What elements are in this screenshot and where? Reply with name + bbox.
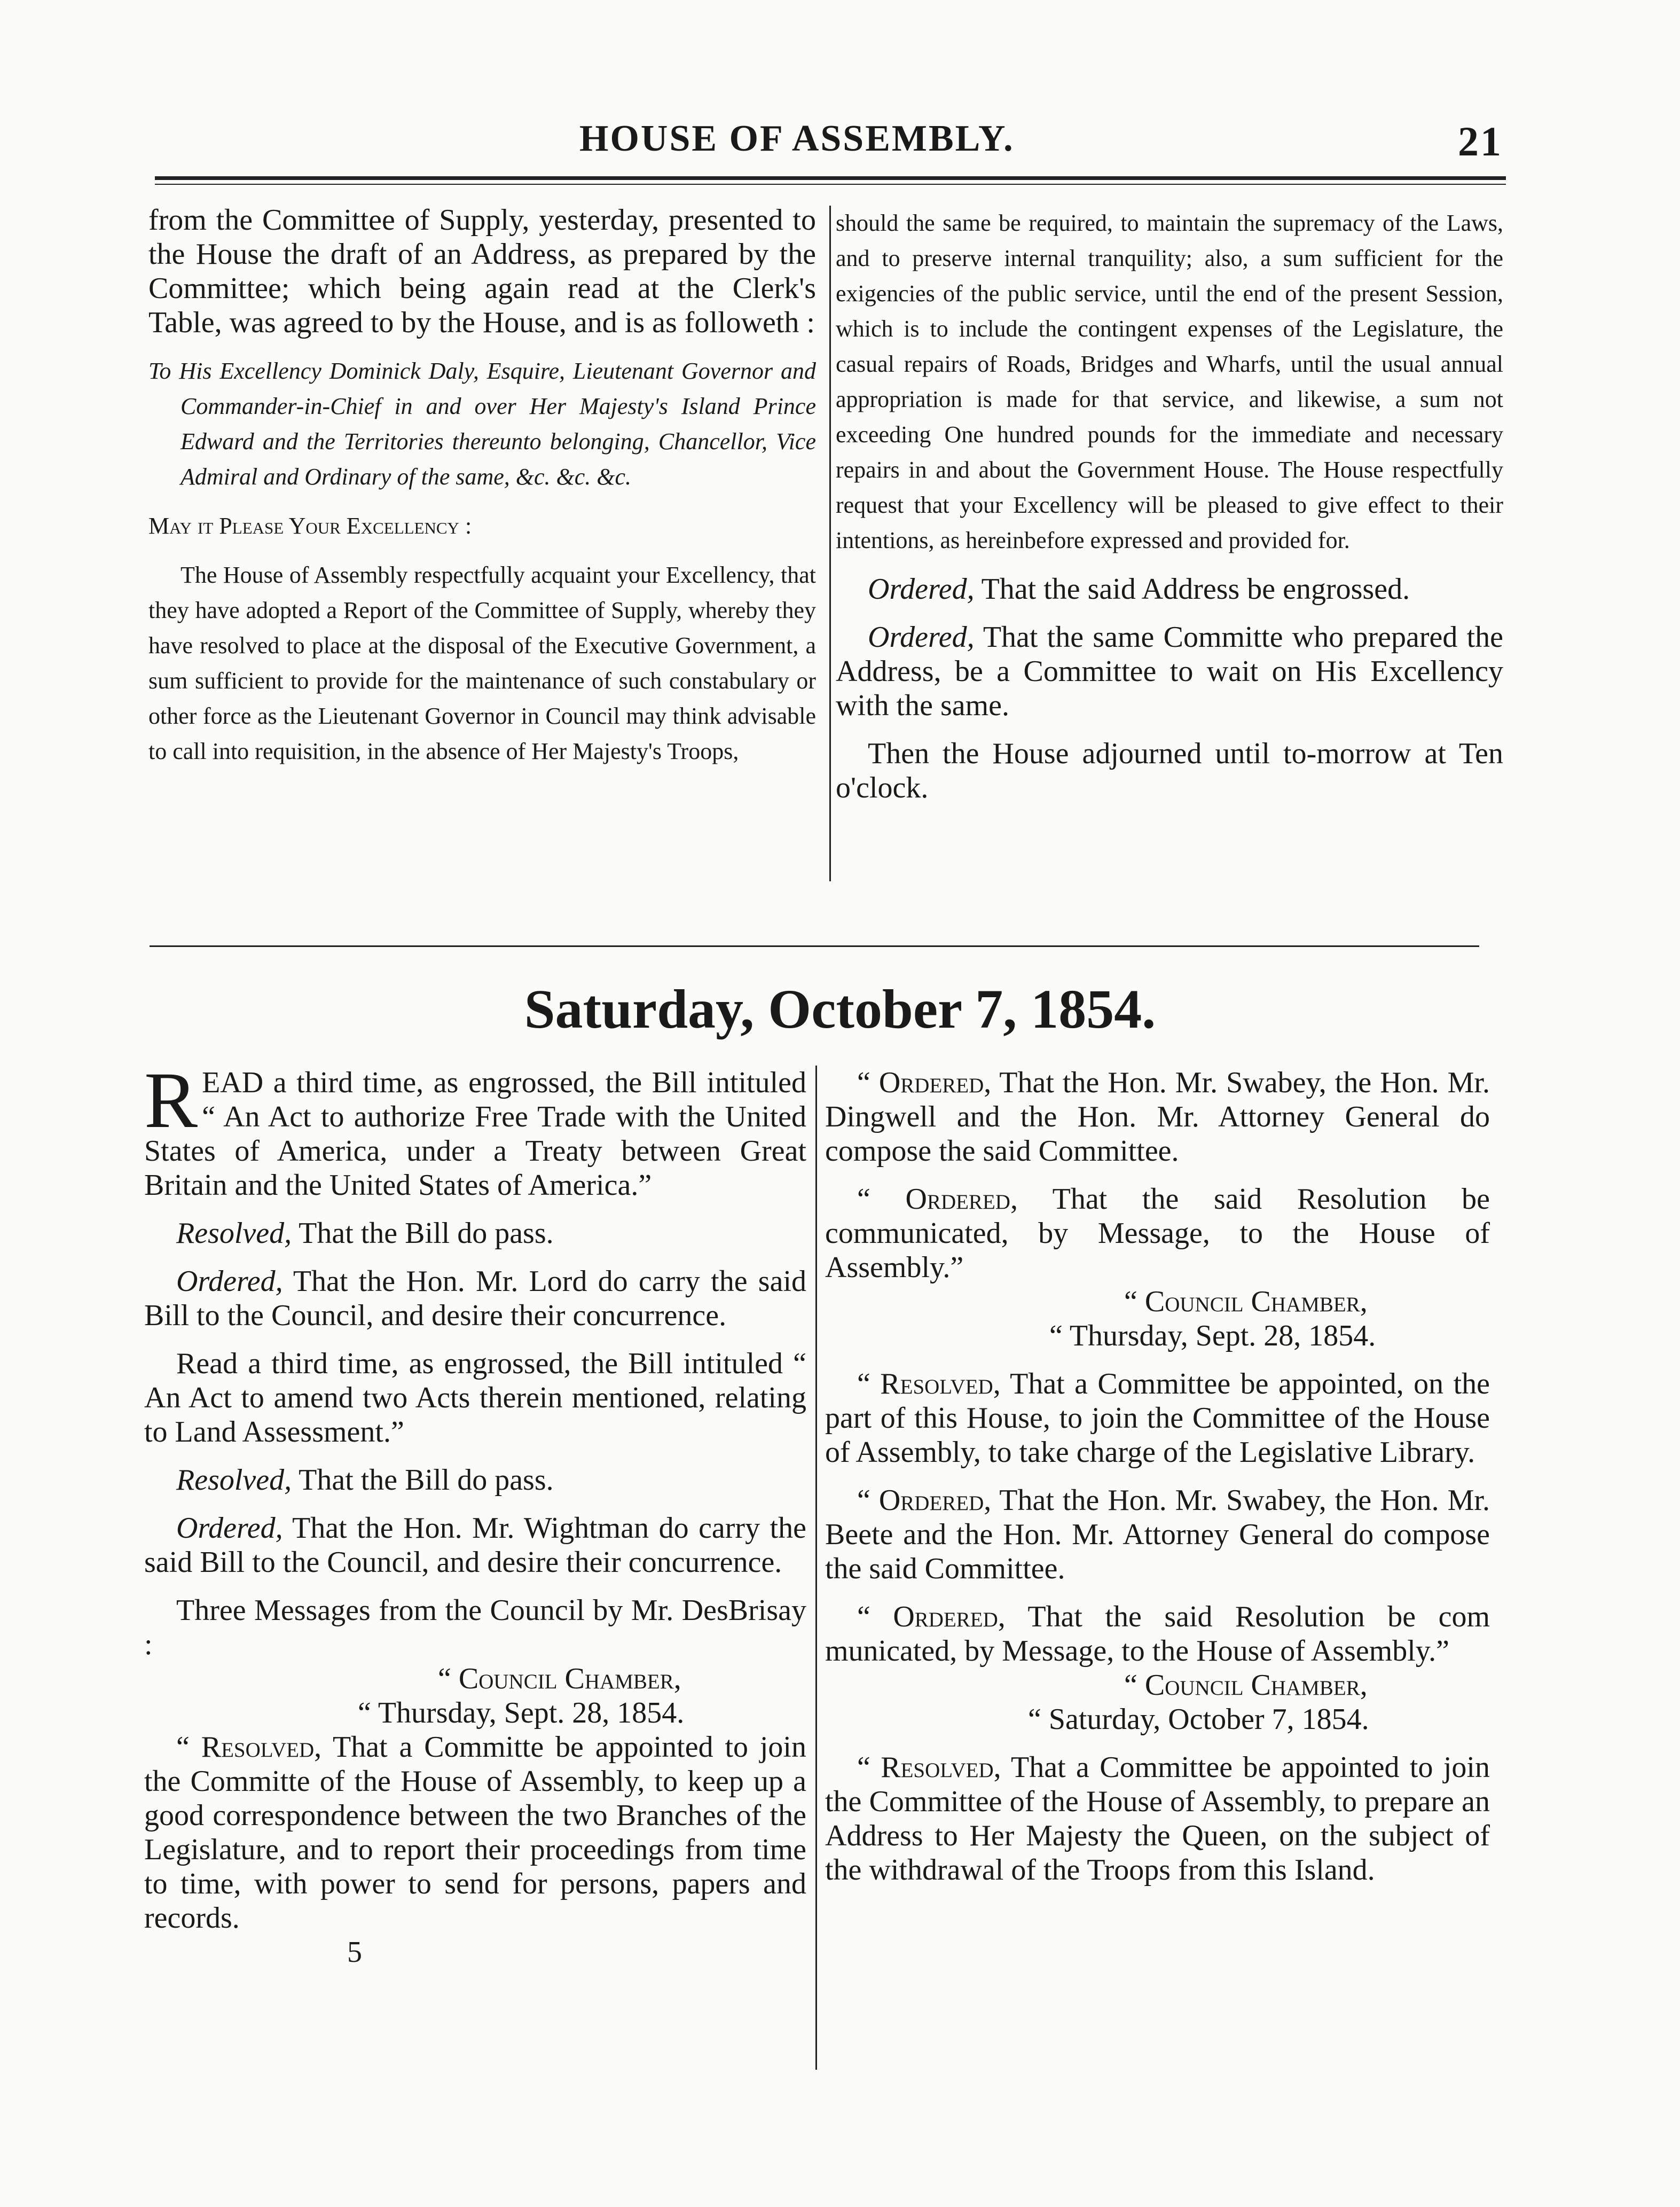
date-line: “ Thursday, Sept. 28, 1854. <box>1049 1319 1376 1352</box>
paragraph-text: That the Hon. Mr. Swabey, the Hon. Mr. Beete and the Hon. Mr. Attorney General do compose the said Committee. <box>825 1484 1490 1585</box>
paragraph <box>825 1750 1490 1887</box>
paragraph-text: EAD a third time, as engrossed, the Bill intituled “ An Act to authorize Free Trade with the United States of America, under a Treaty between Great Britain and the United States of America.” <box>144 1066 806 1202</box>
top-right-column <box>836 206 1503 805</box>
salutation: May it Please Your Excellency : <box>148 513 472 539</box>
section-rule <box>150 945 1479 947</box>
paragraph <box>144 1216 806 1250</box>
top-left-column <box>148 203 816 769</box>
paragraph-text: That the said Resolution be communicated, by Message, to the House of Assembly.” <box>825 1183 1490 1284</box>
paragraph-text: That a Committee be appointed to join the Committee of the House of Assembly, to prepare an Address to Her Majesty the Queen, on the subject of the withdrawal of the Troops from this Island. <box>825 1751 1490 1887</box>
dateline: Saturday, October 7, 1854. <box>524 979 1156 1040</box>
paragraph <box>825 1483 1490 1586</box>
paragraph-text: That a Committe be appointed to join the Committe of the House of Assembly, to keep up a good correspondence between the two Branches of the Legislature, and to report their proceedings from time to time, with power to send for persons, papers and records. <box>144 1731 806 1935</box>
column-divider-bottom <box>815 1066 817 2070</box>
header-rule-thick <box>155 176 1506 180</box>
paragraph <box>144 1730 806 1935</box>
lead: Ordered, <box>176 1512 283 1545</box>
paragraph-text: That the Hon. Mr. Wightman do carry the said Bill to the Council, and desire their concurrence. <box>144 1512 806 1579</box>
lead: Ordered, <box>176 1265 283 1298</box>
paragraph-text: That the Hon. Mr. Lord do carry the said Bill to the Council, and desire their concurrence. <box>144 1265 807 1332</box>
lead: “ Resolved, <box>857 1367 1001 1400</box>
chamber-line: “ Council Chamber, <box>1124 1285 1368 1318</box>
lead: Resolved, <box>176 1217 292 1250</box>
lead: “ Resolved, <box>857 1751 1001 1784</box>
date-line: “ Thursday, Sept. 28, 1854. <box>358 1696 685 1729</box>
paragraph: should the same be required, to maintain the supremacy of the Laws, and to preserve internal tranquility; also, a sum sufficient for the exigencies of the public service, until the end of the present Session, which is to include the contingent expenses of the Legislature, the casual repairs of Roads, Bridges and Wharfs, until the usual annual appropriation is made for that service, and likewise, a sum not exceeding One hundred pounds for the immediate and necessary repairs in and about the Government House. The House respectfully request that your Excellency will be pleased to give effect to their intentions, as hereinbefore expressed and provided for. <box>836 210 1503 553</box>
chamber-line: “ Council Chamber, <box>438 1662 681 1695</box>
paragraph: from the Committee of Supply, yesterday, presented to the House the draft of an Address, as prepared by the Committee; which being again read at the Clerk's Table, was agreed to by the House, and is as followeth : <box>148 204 816 339</box>
paragraph <box>836 572 1503 606</box>
paragraph-text: That the Hon. Mr. Swabey, the Hon. Mr. Dingwell and the Hon. Mr. Attorney General do compose the said Committee. <box>825 1066 1490 1168</box>
running-title: HOUSE OF ASSEMBLY. <box>579 118 1015 159</box>
bottom-left-column <box>144 1056 807 1969</box>
lead: “ Ordered, <box>857 1183 1018 1216</box>
paragraph <box>825 1066 1490 1168</box>
paragraph-text: That the said Resolution be com municated, by Message, to the House of Assembly.” <box>825 1600 1490 1668</box>
column-divider-top <box>829 206 831 881</box>
paragraph <box>825 1367 1490 1469</box>
paragraph-text: That the Bill do pass. <box>299 1463 554 1497</box>
paragraph <box>144 1264 806 1333</box>
paragraph: Read a third time, as engrossed, the Bill intituled “ An Act to amend two Acts therein mentioned, relating to Land Assessment.” <box>144 1347 806 1449</box>
paragraph: The House of Assembly respectfully acquaint your Excellency, that they have adopted a Report of the Committee of Supply, whereby they have resolved to place at the disposal of the Executive Government, a sum sufficient to provide for the maintenance of such constabulary or other force as the Lieutenant Governor in Council may think advisable to call into requisition, in the absence of Her Majesty's Troops, <box>148 562 816 764</box>
paragraph <box>144 1463 806 1497</box>
lead: “ Ordered, <box>857 1600 1006 1633</box>
lead: Resolved, <box>176 1463 292 1497</box>
paragraph <box>144 1056 806 1202</box>
header-rule-thin <box>155 184 1506 185</box>
address-heading: To His Excellency Dominick Daly, Esquire, Lieutenant Governor and Commander-in-Chief in and over Her Majesty's Island Prince Edward and the Territories thereunto belonging, Chancellor, Vice Admiral and Ordinary of the same, &c. &c. &c. <box>148 358 816 490</box>
bottom-right-column <box>825 1066 1490 1887</box>
drop-cap: R <box>144 1056 198 1145</box>
paragraph: Then the House adjourned until to-morrow at Ten o'clock. <box>836 737 1503 804</box>
chamber-line: “ Council Chamber, <box>1124 1669 1368 1702</box>
paragraph-text: That a Committee be appointed, on the part of this House, to join the Committee of the House of Assembly, to take charge of the Legislative Library. <box>825 1367 1490 1469</box>
paragraph <box>144 1511 806 1579</box>
lead: “ Ordered, <box>857 1484 992 1517</box>
date-line: “ Saturday, October 7, 1854. <box>1028 1703 1369 1736</box>
page-number: 21 <box>1458 118 1503 165</box>
lead: Ordered, <box>868 621 975 654</box>
paragraph-text: That the Bill do pass. <box>299 1217 554 1250</box>
paragraph <box>825 1600 1490 1668</box>
paragraph-text: That the said Address be engrossed. <box>981 573 1410 606</box>
paragraph: Three Messages from the Council by Mr. DesBrisay : <box>144 1594 806 1661</box>
paragraph-text: That the same Committe who prepared the Address, be a Committee to wait on His Excellency with the same. <box>836 621 1503 722</box>
lead: “ Resolved, <box>176 1731 322 1764</box>
lead: “ Ordered, <box>857 1066 992 1099</box>
paragraph <box>825 1182 1490 1285</box>
signature-mark: 5 <box>347 1936 362 1969</box>
lead: Ordered, <box>868 573 975 606</box>
paragraph <box>836 620 1503 723</box>
